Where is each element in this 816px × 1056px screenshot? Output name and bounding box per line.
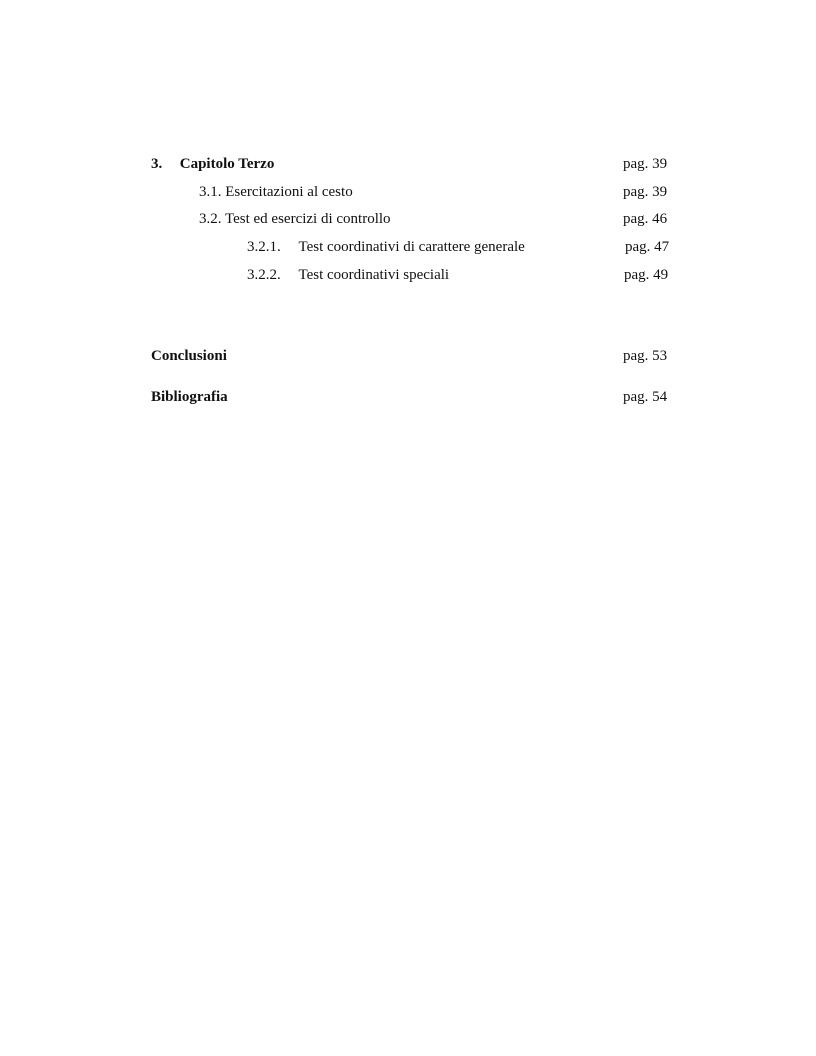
toc-back-matter-bibliography: Bibliografia bbox=[151, 389, 228, 405]
toc-subsection-title: Test coordinativi speciali bbox=[298, 267, 450, 283]
toc-back-matter-page: pag. 54 bbox=[623, 389, 668, 405]
toc-back-matter-page: pag. 53 bbox=[623, 348, 668, 364]
toc-chapter bbox=[151, 155, 274, 173]
toc-subsection-page: pag. 47 bbox=[625, 239, 670, 255]
toc-section-title: Esercitazioni al cesto bbox=[225, 184, 353, 200]
toc-section bbox=[199, 210, 391, 228]
toc-section-page: pag. 46 bbox=[623, 211, 668, 227]
toc-section-number: 3.2. bbox=[199, 211, 222, 227]
toc-subsection-title: Test coordinativi di carattere generale bbox=[298, 239, 525, 255]
toc-chapter-page: pag. 39 bbox=[623, 156, 668, 172]
toc-subsection-number: 3.2.2. bbox=[247, 267, 281, 283]
toc-subsection-page: pag. 49 bbox=[624, 267, 669, 283]
toc-subsection bbox=[247, 266, 449, 284]
toc-section bbox=[199, 183, 353, 201]
toc-subsection-number: 3.2.1. bbox=[247, 239, 281, 255]
toc-section-number: 3.1. bbox=[199, 184, 222, 200]
toc-chapter-title: Capitolo Terzo bbox=[179, 156, 275, 172]
toc-chapter-number: 3. bbox=[151, 156, 163, 172]
toc-section-title: Test ed esercizi di controllo bbox=[224, 211, 391, 227]
toc-section-page: pag. 39 bbox=[623, 184, 668, 200]
toc-subsection bbox=[247, 238, 525, 256]
toc-back-matter-conclusions: Conclusioni bbox=[151, 348, 227, 364]
